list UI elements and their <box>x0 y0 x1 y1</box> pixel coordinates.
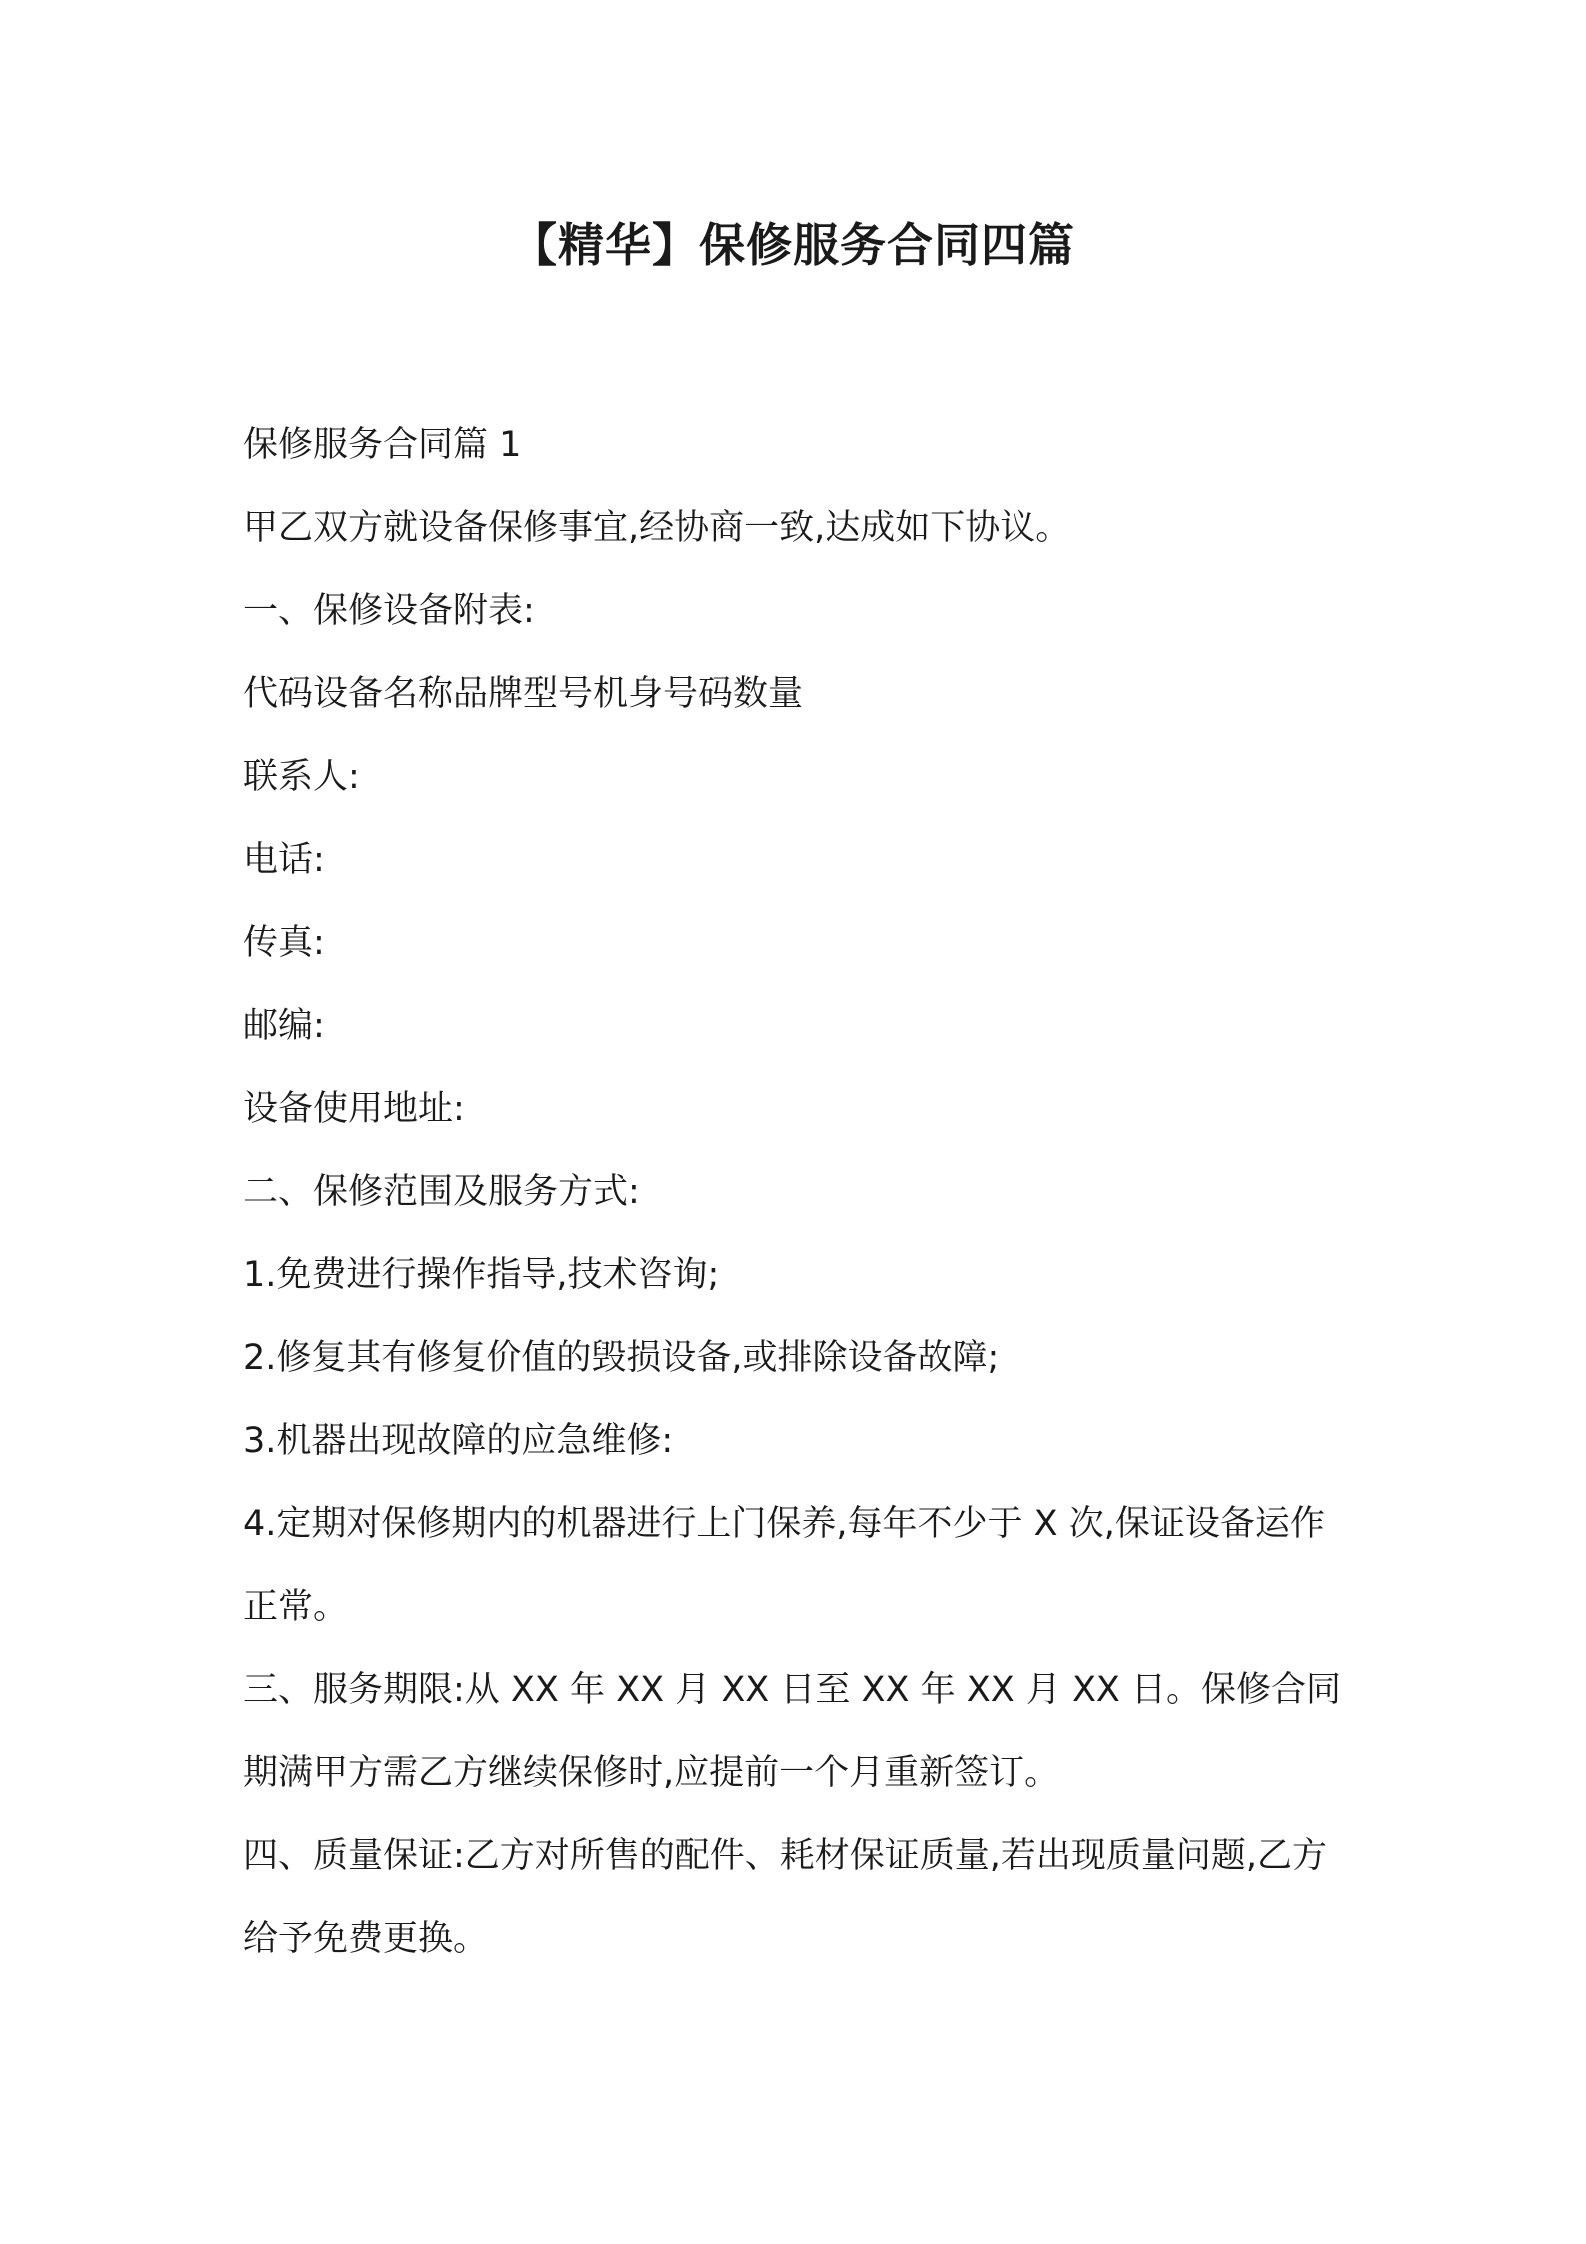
list-item: 4.定期对保修期内的机器进行上门保养,每年不少于 X 次,保证设备运作正常。 <box>243 1504 1325 1627</box>
list-item: 2.修复其有修复价值的毁损设备,或排除设备故障; <box>243 1338 1000 1378</box>
list-item: 1.免费进行操作指导,技术咨询; <box>243 1255 720 1295</box>
clause-paragraph: 三、服务期限:从 XX 年 XX 月 XX 日至 XX 年 XX 月 XX 日。保修合同期满甲方需乙方继续保修时,应提前一个月重新签订。 <box>243 1670 1342 1793</box>
intro-paragraph: 甲乙双方就设备保修事宜,经协商一致,达成如下协议。 <box>243 508 1071 548</box>
clause-heading: 二、保修范围及服务方式: <box>243 1172 640 1212</box>
equipment-table-header: 代码设备名称品牌型号机身号码数量 <box>243 674 804 714</box>
clause-heading: 一、保修设备附表: <box>243 591 535 631</box>
phone-field: 电话: <box>243 840 325 880</box>
contact-field: 联系人: <box>243 757 360 797</box>
document-body <box>243 404 1353 1981</box>
address-field: 设备使用地址: <box>243 1089 465 1129</box>
fax-field: 传真: <box>243 923 325 963</box>
clause-paragraph: 四、质量保证:乙方对所售的配件、耗材保证质量,若出现质量问题,乙方给予免费更换。 <box>243 1836 1328 1959</box>
postcode-field: 邮编: <box>243 1006 325 1046</box>
list-item: 3.机器出现故障的应急维修: <box>243 1421 674 1461</box>
document-title: 【精华】保修服务合同四篇 <box>511 218 1075 272</box>
section-heading: 保修服务合同篇 1 <box>243 425 522 465</box>
